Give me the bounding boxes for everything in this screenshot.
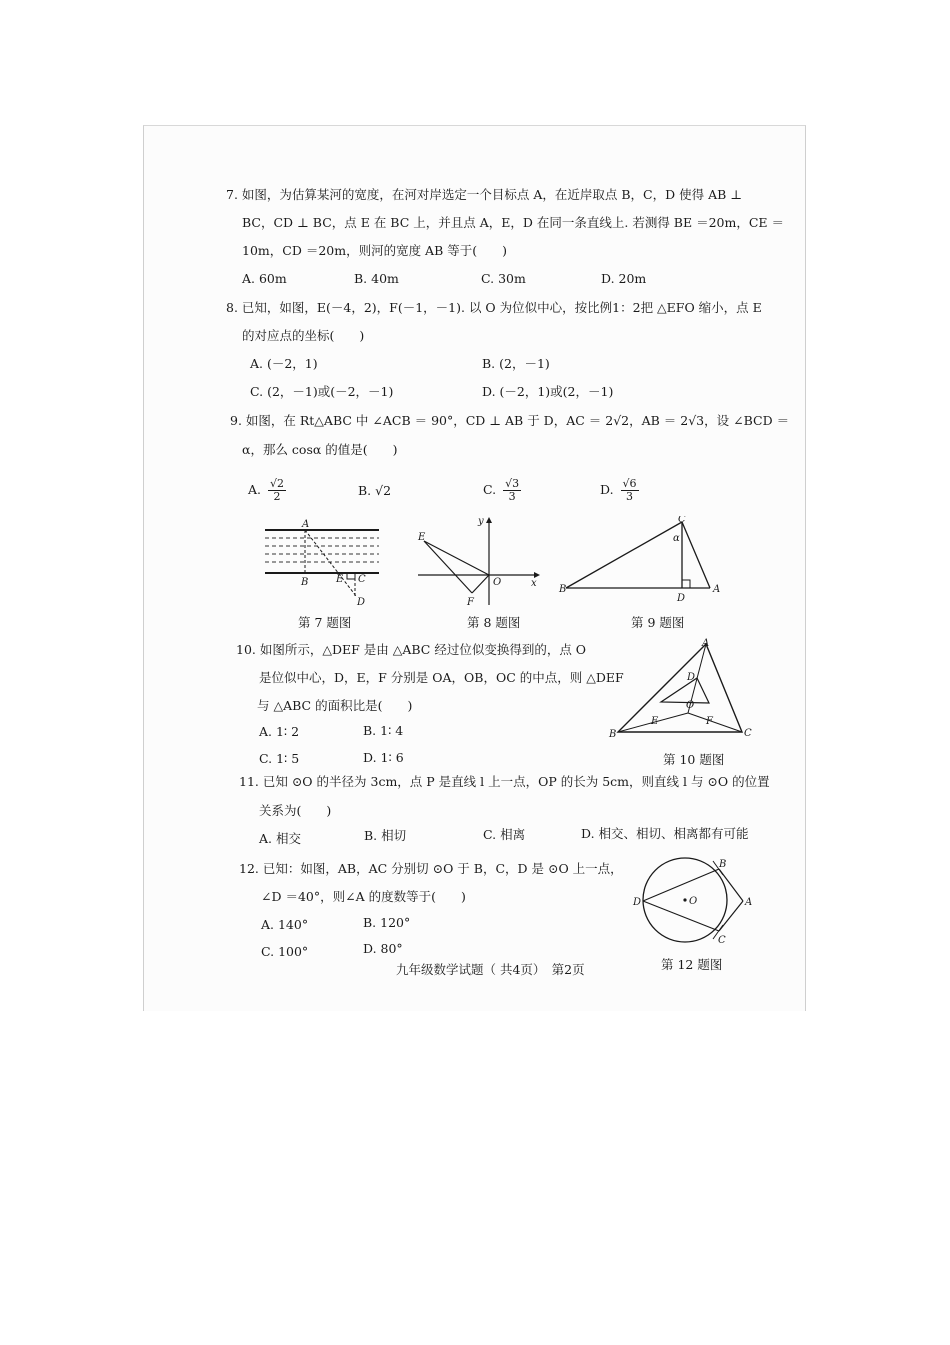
q11-option-a: A. 相交 bbox=[259, 831, 301, 846]
fig10-label-d: D bbox=[687, 672, 696, 683]
figure-8-coordinate bbox=[414, 513, 544, 608]
q10-option-a: A. 1∶ 2 bbox=[259, 724, 300, 739]
q12-line2: ∠D ＝40°，则∠A 的度数等于( ) bbox=[261, 889, 466, 904]
fig12-label-o: O bbox=[689, 896, 698, 907]
q7-option-b: B. 40m bbox=[354, 271, 399, 286]
fig10-label-c: C bbox=[744, 728, 752, 739]
fig7-label-e: E bbox=[336, 574, 344, 585]
fig9-label-d: D bbox=[677, 593, 686, 604]
fig7-label-d: D bbox=[357, 597, 366, 608]
figure-12-tangent-circle bbox=[631, 857, 761, 945]
q10-option-c: C. 1∶ 5 bbox=[259, 751, 300, 766]
q9-option-b: B. √2 bbox=[358, 483, 392, 498]
q8-option-a: A. (－2，1) bbox=[250, 356, 318, 371]
q7-line1: 7. 如图，为估算某河的宽度，在河对岸选定一个目标点 A，在近岸取点 B，C，D 使得 AB ⊥ bbox=[226, 187, 743, 202]
fig9-caption: 第 9 题图 bbox=[631, 615, 685, 630]
fig7-label-a: A bbox=[302, 519, 310, 530]
fig10-caption: 第 10 题图 bbox=[663, 752, 725, 767]
q8-line2: 的对应点的坐标( ) bbox=[242, 328, 365, 343]
fig10-label-o: O bbox=[686, 700, 695, 711]
fig9-label-b: B bbox=[559, 584, 567, 595]
q9-option-a: A. $\frac{√2}{2}$ bbox=[248, 477, 285, 503]
fig9-label-alpha: α bbox=[673, 533, 680, 544]
q8-line1: 8. 已知，如图，E(－4，2)，F(－1，－1). 以 O 为位似中心，按比例1：2把 △EFO 缩小，点 E bbox=[226, 300, 762, 315]
q9-option-d: D. $\frac{√6}{3}$ bbox=[600, 477, 637, 503]
fig7-caption: 第 7 题图 bbox=[298, 615, 352, 630]
fig8-label-f: F bbox=[467, 597, 474, 608]
fig8-label-y: y bbox=[478, 516, 484, 527]
q8-option-d: D. (－2，1)或(2，－1) bbox=[482, 384, 614, 399]
figure-7-river bbox=[259, 518, 384, 608]
q10-line1: 10. 如图所示，△DEF 是由 △ABC 经过位似变换得到的，点 O bbox=[236, 642, 587, 657]
fig12-label-a: A bbox=[745, 897, 753, 908]
fig12-label-c: C bbox=[718, 935, 726, 945]
q9-option-c: C. $\frac{√3}{3}$ bbox=[483, 477, 520, 503]
q10-line2: 是位似中心，D，E，F 分别是 OA，OB，OC 的中点，则 △DEF bbox=[259, 670, 624, 685]
q11-line2: 关系为( ) bbox=[259, 803, 332, 818]
q9-line1: 9. 如图，在 Rt△ABC 中 ∠ACB ＝ 90°，CD ⊥ AB 于 D，AC ＝ 2√2，AB ＝ 2√3，设 ∠BCD ＝ bbox=[230, 413, 790, 428]
q12-option-c: C. 100° bbox=[261, 944, 309, 959]
fig12-label-d: D bbox=[633, 897, 642, 908]
q7-line2: BC，CD ⊥ BC，点 E 在 BC 上，并且点 A，E，D 在同一条直线上. 若测得 BE ＝20m，CE ＝ bbox=[242, 215, 784, 230]
q11-line1: 11. 已知 ⊙O 的半径为 3cm，点 P 是直线 l 上一点，OP 的长为 5cm，则直线 l 与 ⊙O 的位置 bbox=[239, 774, 770, 789]
fig10-label-a: A bbox=[702, 638, 710, 649]
fig7-label-b: B bbox=[301, 577, 309, 588]
fig8-label-x: x bbox=[531, 578, 537, 589]
q10-option-b: B. 1∶ 4 bbox=[363, 723, 404, 738]
fig8-caption: 第 8 题图 bbox=[467, 615, 521, 630]
fig10-label-b: B bbox=[609, 729, 617, 740]
q12-option-b: B. 120° bbox=[363, 915, 411, 930]
q10-line3: 与 △ABC 的面积比是( ) bbox=[257, 698, 413, 713]
q8-option-b: B. (2，－1) bbox=[482, 356, 550, 371]
q11-option-c: C. 相离 bbox=[483, 827, 526, 842]
fig7-label-c: C bbox=[358, 574, 366, 585]
q11-option-b: B. 相切 bbox=[364, 828, 407, 843]
q11-option-d: D. 相交、相切、相离都有可能 bbox=[581, 826, 749, 841]
fig12-caption: 第 12 题图 bbox=[661, 957, 723, 972]
fig8-label-o: O bbox=[493, 577, 502, 588]
fig9-label-c: C bbox=[678, 516, 686, 525]
q7-option-a: A. 60m bbox=[242, 271, 287, 286]
q7-line3: 10m，CD ＝20m，则河的宽度 AB 等于( ) bbox=[242, 243, 507, 258]
q7-option-d: D. 20m bbox=[601, 271, 647, 286]
fig10-label-f: F bbox=[706, 716, 713, 727]
fig10-label-e: E bbox=[651, 716, 659, 727]
q8-option-c: C. (2，－1)或(－2，－1) bbox=[250, 384, 394, 399]
q12-option-d: D. 80° bbox=[363, 941, 403, 956]
q9-line2: α，那么 cosα 的值是( ) bbox=[242, 442, 398, 457]
fig9-label-a: A bbox=[713, 584, 721, 595]
fig12-label-b: B bbox=[719, 859, 727, 870]
page-footer: 九年级数学试题（ 共4页） 第2页 bbox=[396, 962, 585, 977]
q12-option-a: A. 140° bbox=[261, 917, 309, 932]
exam-page bbox=[143, 125, 806, 1011]
figure-9-right-triangle bbox=[556, 516, 731, 606]
fig8-label-e: E bbox=[418, 532, 426, 543]
q12-line1: 12. 已知：如图，AB，AC 分别切 ⊙O 于 B，C，D 是 ⊙O 上一点， bbox=[239, 861, 623, 876]
q7-option-c: C. 30m bbox=[481, 271, 526, 286]
q10-option-d: D. 1∶ 6 bbox=[363, 750, 404, 765]
figure-10-similar-triangles bbox=[606, 636, 756, 741]
